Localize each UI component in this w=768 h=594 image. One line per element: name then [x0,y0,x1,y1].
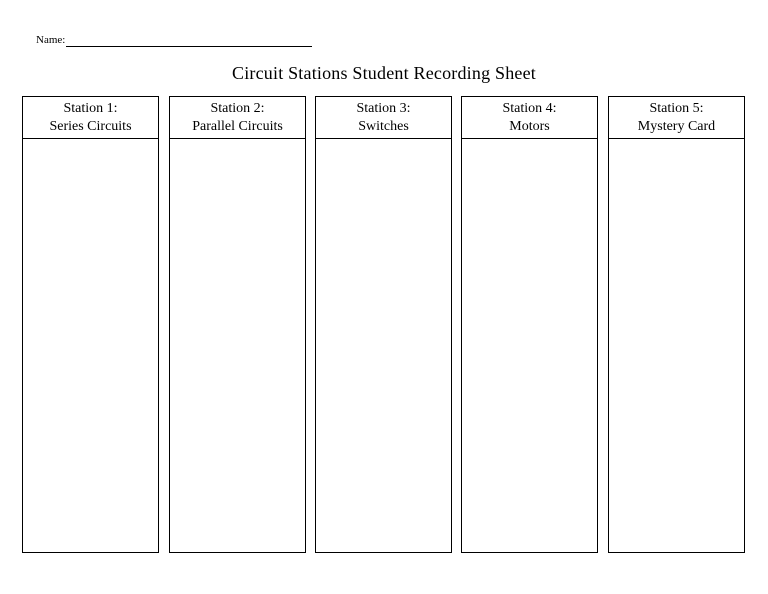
station-header-2 [170,97,305,139]
station-topic-label: Series Circuits [49,118,132,134]
station-header-1 [23,97,158,139]
page-title: Circuit Stations Student Recording Sheet [232,63,536,83]
name-field [36,34,312,47]
station-number-label: Station 5: [649,100,704,116]
station-topic-label: Mystery Card [637,118,716,134]
station-column-3 [315,96,452,553]
station-topic-label: Switches [358,118,409,134]
station-recording-area-5[interactable] [609,139,744,552]
station-topic-label: Parallel Circuits [192,118,283,134]
station-recording-area-1[interactable] [23,139,158,552]
station-number-label: Station 4: [502,100,557,116]
name-blank-line[interactable] [66,35,312,47]
name-label: Name: [36,34,66,46]
station-topic-label: Motors [509,118,550,134]
station-header-3 [316,97,451,139]
station-recording-area-2[interactable] [170,139,305,552]
station-header-5 [609,97,744,139]
station-recording-area-3[interactable] [316,139,451,552]
station-number-label: Station 1: [63,100,118,116]
station-header-4 [462,97,597,139]
station-number-label: Station 3: [356,100,411,116]
station-number-label: Station 2: [210,100,265,116]
station-column-5 [608,96,745,553]
station-column-4 [461,96,598,553]
station-column-2 [169,96,306,553]
station-column-1 [22,96,159,553]
station-recording-area-4[interactable] [462,139,597,552]
